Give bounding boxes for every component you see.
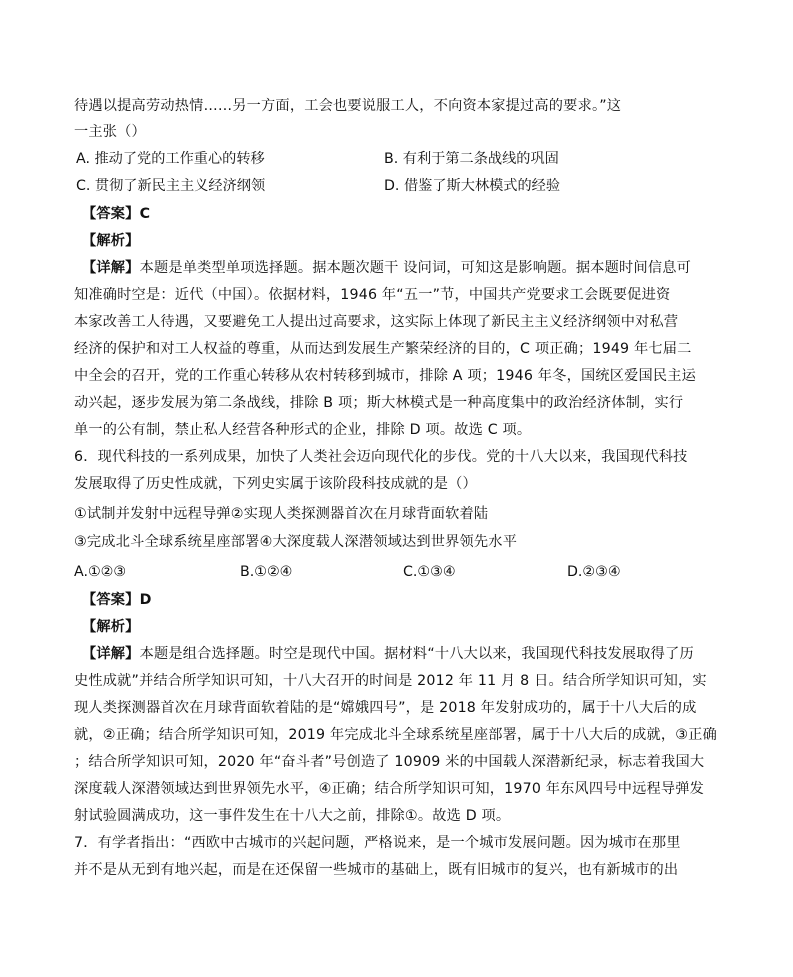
q6-items-line2: ③完成北斗全球系统星座部署④大深度载人深潜领域达到世界领先水平 bbox=[74, 534, 518, 550]
q6-stem-line2: 发展取得了历史性成就，下列史实属于该阶段科技成就的是（） bbox=[74, 476, 477, 492]
q5-answer bbox=[82, 205, 150, 223]
q6-detail-line1 bbox=[82, 645, 694, 663]
q5-detail-line1 bbox=[82, 259, 691, 277]
q5-option-c: C. 贯彻了新民主主义经济纲领 bbox=[76, 178, 266, 194]
q5-analysis-label: 【解析】 bbox=[82, 233, 140, 249]
q5-option-b: B. 有利于第二条战线的巩固 bbox=[384, 151, 559, 167]
q5-detail-line7: 单一的公有制，禁止私人经营各种形式的企业，排除 D 项。故选 C 项。 bbox=[74, 422, 532, 438]
q6-option-b: B.①②④ bbox=[240, 564, 293, 580]
answer-value: C bbox=[139, 206, 151, 222]
q6-items-line1: ①试制并发射中远程导弹②实现人类探测器首次在月球背面软着陆 bbox=[74, 506, 489, 522]
q6-answer bbox=[82, 591, 152, 609]
q7-stem-line1: 7．有学者指出：“西欧中古城市的兴起问题，严格说来，是一个城市发展问题。因为城市在那里 bbox=[74, 835, 681, 851]
q5-option-d: D. 借鉴了斯大林模式的经验 bbox=[384, 178, 561, 194]
q5-detail-line6: 动兴起，逐步发展为第二条战线，排除 B 项；斯大林模式是一种高度集中的政治经济体制，实行 bbox=[74, 395, 684, 411]
answer-label: 【答案】 bbox=[82, 206, 140, 222]
q6-option-d: D.②③④ bbox=[567, 564, 621, 580]
q6-analysis-label: 【解析】 bbox=[82, 619, 140, 635]
q6-detail-line5: ；结合所学知识可知，2020 年“奋斗者”号创造了 10909 米的中国载人深潜新纪录，标志着我国大 bbox=[74, 754, 705, 770]
detail-label: 【详解】 bbox=[82, 646, 140, 662]
q5-stem-line2: 一主张（） bbox=[74, 124, 146, 140]
q6-detail-line4: 就，②正确；结合所学知识可知，2019 年完成北斗全球系统星座部署，属于十八大后的成就，③正确 bbox=[74, 727, 717, 743]
q5-detail-line3: 本家改善工人待遇，又要避免工人提出过高要求，这实际上体现了新民主主义经济纲领中对私营 bbox=[74, 314, 679, 330]
q6-detail-line7: 射试验圆满成功，这一事件发生在十八大之前，排除①。故选 D 项。 bbox=[74, 808, 511, 824]
q6-detail-line6: 深度载人深潜领域达到世界领先水平，④正确；结合所学知识可知，1970 年东风四号中远程导弹发 bbox=[74, 781, 705, 797]
answer-value: D bbox=[139, 592, 152, 608]
q6-detail-line2: 史性成就”并结合所学知识可知，十八大召开的时间是 2012 年 11 月 8 日。结合所学知识可知，实 bbox=[74, 673, 707, 689]
q5-detail-line5: 中全会的召开，党的工作重心转移从农村转移到城市，排除 A 项；1946 年冬，国统区爱国民主运 bbox=[74, 368, 697, 384]
q6-detail-line3: 现人类探测器首次在月球背面软着陆的是“嫦娥四号”，是 2018 年发射成功的，属于十八大后的成 bbox=[74, 700, 697, 716]
q5-option-a: A. 推动了党的工作重心的转移 bbox=[76, 151, 265, 167]
detail-label: 【详解】 bbox=[82, 260, 140, 276]
detail-text: 本题是单类型单项选择题。据本题次题干 设问词，可知这是影响题。据本题时间信息可 bbox=[139, 260, 692, 276]
q6-option-a: A.①②③ bbox=[74, 564, 127, 580]
q6-stem-line1: 6．现代科技的一系列成果，加快了人类社会迈向现代化的步伐。党的十八大以来，我国现代科技 bbox=[74, 449, 688, 465]
q7-stem-line2: 并不是从无到有地兴起，而是在还保留一些城市的基础上，既有旧城市的复兴，也有新城市的出 bbox=[74, 862, 679, 878]
q5-detail-line2: 知准确时空是：近代（中国）。依据材料，1946 年“五一”节，中国共产党要求工会既要促进资 bbox=[74, 287, 671, 303]
q5-detail-line4: 经济的保护和对工人权益的尊重，从而达到发展生产繁荣经济的目的，C 项正确；1949 年七届二 bbox=[74, 341, 692, 357]
q5-stem-line1: 待遇以提高劳动热情……另一方面，工会也要说服工人，不向资本家提过高的要求。”这 bbox=[74, 98, 622, 114]
answer-label: 【答案】 bbox=[82, 592, 140, 608]
q6-option-c: C.①③④ bbox=[403, 564, 456, 580]
detail-text: 本题是组合选择题。时空是现代中国。据材料“十八大以来，我国现代科技发展取得了历 bbox=[139, 646, 694, 662]
